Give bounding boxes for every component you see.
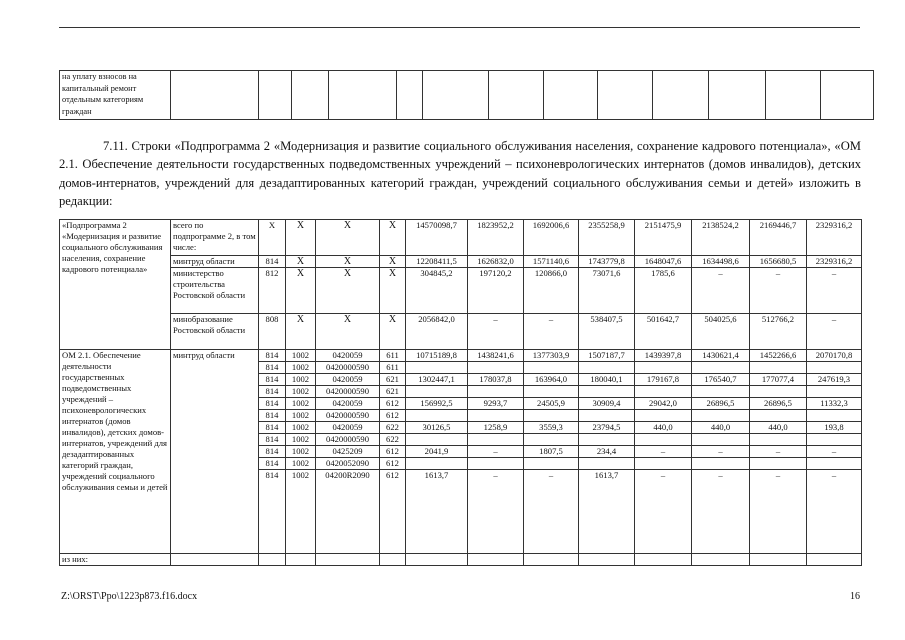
rzpr-cell: X [286, 268, 316, 314]
value-cell: – [692, 470, 750, 554]
value-cell: 24505,9 [524, 398, 579, 410]
value-cell: – [807, 314, 862, 350]
om-name-cell: ОМ 2.1. Обеспечение деятельности государственных подведомственных учреждений – психоневрологических интернатов (домов инвалидов), детских домов-интернатов, учреждений для дезадаптированных категорий граждан, учреждений социального обслуживания семьи и детей [60, 350, 171, 554]
value-cell: 1439397,8 [635, 350, 692, 362]
value-cell: 26896,5 [692, 398, 750, 410]
value-cell [524, 458, 579, 470]
value-cell [692, 410, 750, 422]
grbs-cell: 814 [259, 446, 286, 458]
value-cell: 304845,2 [406, 268, 468, 314]
value-cell: 30126,5 [406, 422, 468, 434]
value-cell: 163964,0 [524, 374, 579, 386]
value-cell: 179167,8 [635, 374, 692, 386]
value-cell: 26896,5 [750, 398, 807, 410]
value-cell: – [468, 446, 524, 458]
vr-cell: 612 [380, 446, 406, 458]
value-cell [468, 458, 524, 470]
value-cell [406, 362, 468, 374]
grbs-cell: X [259, 220, 286, 256]
grbs-cell: 814 [259, 410, 286, 422]
top-rule [59, 27, 860, 28]
empty-cell [286, 554, 316, 566]
value-cell [692, 434, 750, 446]
grbs-cell: 814 [259, 386, 286, 398]
of-which-row [60, 554, 862, 566]
empty-cell [468, 554, 524, 566]
value-cell: 504025,6 [692, 314, 750, 350]
value-cell: 2329316,2 [807, 256, 862, 268]
rzpr-cell: 1002 [286, 386, 316, 398]
empty-cell [692, 554, 750, 566]
csr-cell: 0420059 [316, 350, 380, 362]
rzpr-cell: 1002 [286, 422, 316, 434]
csr-cell: 0420000590 [316, 386, 380, 398]
value-cell [750, 362, 807, 374]
value-cell: 2041,9 [406, 446, 468, 458]
vr-cell: 612 [380, 470, 406, 554]
vr-cell: 612 [380, 398, 406, 410]
value-cell: – [635, 470, 692, 554]
value-cell: 193,8 [807, 422, 862, 434]
empty-cell [579, 554, 635, 566]
value-cell: – [692, 446, 750, 458]
grbs-cell: 814 [259, 374, 286, 386]
value-cell: – [524, 314, 579, 350]
value-cell: 1613,7 [406, 470, 468, 554]
vr-cell: X [380, 256, 406, 268]
value-cell: 3559,3 [524, 422, 579, 434]
grbs-cell: 814 [259, 434, 286, 446]
csr-cell: 0420052090 [316, 458, 380, 470]
csr-cell: 04200R2090 [316, 470, 380, 554]
value-cell: 1452266,6 [750, 350, 807, 362]
grbs-cell: 814 [259, 350, 286, 362]
value-cell: – [807, 446, 862, 458]
csr-cell: 0420059 [316, 422, 380, 434]
value-cell [468, 362, 524, 374]
value-cell [524, 386, 579, 398]
footer-file-path: Z:\ORST\Ppo\1223p873.f16.docx [61, 591, 198, 602]
value-cell [807, 458, 862, 470]
value-cell: 1692006,6 [524, 220, 579, 256]
vr-cell: 612 [380, 410, 406, 422]
value-cell: – [524, 470, 579, 554]
executor-cell: минтруд области [171, 256, 259, 268]
value-cell: 10715189,8 [406, 350, 468, 362]
top-cell-line: граждан [62, 107, 92, 117]
value-cell: 501642,7 [635, 314, 692, 350]
value-cell: 2056842,0 [406, 314, 468, 350]
value-cell: 29042,0 [635, 398, 692, 410]
csr-cell: 0420000590 [316, 362, 380, 374]
value-cell: 1634498,6 [692, 256, 750, 268]
rzpr-cell: 1002 [286, 410, 316, 422]
value-cell: 177077,4 [750, 374, 807, 386]
value-cell: 2169446,7 [750, 220, 807, 256]
value-cell: – [750, 268, 807, 314]
subprogram-row [60, 314, 862, 350]
value-cell [468, 434, 524, 446]
csr-cell: 0420000590 [316, 410, 380, 422]
value-cell [635, 362, 692, 374]
value-cell: 197120,2 [468, 268, 524, 314]
top-table-row [60, 71, 874, 120]
subprogram-row [60, 220, 862, 256]
value-cell [406, 386, 468, 398]
rzpr-cell: X [286, 256, 316, 268]
value-cell: 234,4 [579, 446, 635, 458]
value-cell [750, 434, 807, 446]
empty-cell [316, 554, 380, 566]
value-cell: 440,0 [692, 422, 750, 434]
vr-cell: 621 [380, 386, 406, 398]
value-cell: – [807, 268, 862, 314]
value-cell: 2329316,2 [807, 220, 862, 256]
value-cell: 1430621,4 [692, 350, 750, 362]
rzpr-cell: X [286, 220, 316, 256]
csr-cell: 0420059 [316, 374, 380, 386]
top-table-first-cell [60, 71, 171, 120]
om-executor-cell: минтруд области [171, 350, 259, 554]
value-cell [635, 410, 692, 422]
rzpr-cell: 1002 [286, 350, 316, 362]
value-cell [807, 434, 862, 446]
vr-cell: 622 [380, 434, 406, 446]
value-cell: 440,0 [750, 422, 807, 434]
csr-cell: X [316, 268, 380, 314]
executor-cell: всего по подпрограмме 2, в том числе: [171, 220, 259, 256]
value-cell: 1258,9 [468, 422, 524, 434]
csr-cell: 0420059 [316, 398, 380, 410]
value-cell [406, 410, 468, 422]
value-cell [750, 458, 807, 470]
value-cell: – [635, 446, 692, 458]
rzpr-cell: 1002 [286, 446, 316, 458]
top-table [59, 70, 874, 120]
value-cell [579, 362, 635, 374]
value-cell: 1656680,5 [750, 256, 807, 268]
value-cell: 12208411,5 [406, 256, 468, 268]
value-cell [692, 362, 750, 374]
value-cell: 30909,4 [579, 398, 635, 410]
value-cell: 120866,0 [524, 268, 579, 314]
rzpr-cell: 1002 [286, 434, 316, 446]
subprogram-row [60, 256, 862, 268]
value-cell [635, 386, 692, 398]
value-cell: 1823952,2 [468, 220, 524, 256]
grbs-cell: 814 [259, 470, 286, 554]
grbs-cell: 814 [259, 398, 286, 410]
value-cell: 1785,6 [635, 268, 692, 314]
value-cell: – [807, 470, 862, 554]
empty-cell [259, 554, 286, 566]
executor-cell: министерство строительства Ростовской области [171, 268, 259, 314]
value-cell [579, 458, 635, 470]
value-cell: 73071,6 [579, 268, 635, 314]
value-cell [524, 362, 579, 374]
value-cell: 1743779,8 [579, 256, 635, 268]
value-cell: 9293,7 [468, 398, 524, 410]
om-row [60, 350, 862, 362]
value-cell [468, 410, 524, 422]
amendment-paragraph: 7.11. Строки «Подпрограмма 2 «Модернизация и развитие социального обслуживания населения, сохранение кадрового потенциала», «ОМ 2.1. Обеспечение деятельности государственных подведомственных учреждений – психоневрологических интернатов (домов инвалидов), детских домов-интернатов, учреждений для дезадаптированных категорий граждан, учреждений социального обслуживания семьи и детей» изложить в редакции: [59, 139, 861, 208]
value-cell: 1507187,7 [579, 350, 635, 362]
subprogram-row [60, 268, 862, 314]
program-table [59, 219, 862, 566]
vr-cell: 612 [380, 458, 406, 470]
top-cell-line: отдельным категориям [62, 95, 144, 105]
value-cell: 1302447,1 [406, 374, 468, 386]
value-cell [692, 386, 750, 398]
vr-cell: X [380, 314, 406, 350]
value-cell: – [692, 268, 750, 314]
value-cell: – [468, 314, 524, 350]
csr-cell: X [316, 256, 380, 268]
value-cell: 156992,5 [406, 398, 468, 410]
value-cell: 512766,2 [750, 314, 807, 350]
value-cell: 1438241,6 [468, 350, 524, 362]
executor-cell: минобразование Ростовской области [171, 314, 259, 350]
value-cell [579, 410, 635, 422]
value-cell: 2355258,9 [579, 220, 635, 256]
value-cell: 176540,7 [692, 374, 750, 386]
value-cell: 1626832,0 [468, 256, 524, 268]
value-cell [468, 386, 524, 398]
grbs-cell: 814 [259, 422, 286, 434]
top-cell-line: на уплату взносов на [62, 72, 137, 81]
grbs-cell: 814 [259, 362, 286, 374]
grbs-cell: 808 [259, 314, 286, 350]
empty-cell [380, 554, 406, 566]
value-cell [750, 386, 807, 398]
value-cell: 2138524,2 [692, 220, 750, 256]
value-cell [406, 458, 468, 470]
value-cell: – [750, 446, 807, 458]
value-cell: 23794,5 [579, 422, 635, 434]
top-cell-line: капитальный ремонт [62, 83, 137, 93]
value-cell: 1648047,6 [635, 256, 692, 268]
csr-cell: X [316, 220, 380, 256]
value-cell [579, 434, 635, 446]
vr-cell: X [380, 220, 406, 256]
vr-cell: 621 [380, 374, 406, 386]
empty-cell [406, 554, 468, 566]
value-cell: 1807,5 [524, 446, 579, 458]
value-cell [635, 458, 692, 470]
value-cell: – [750, 470, 807, 554]
rzpr-cell: 1002 [286, 398, 316, 410]
vr-cell: X [380, 268, 406, 314]
value-cell [635, 434, 692, 446]
csr-cell: 0420000590 [316, 434, 380, 446]
value-cell: 440,0 [635, 422, 692, 434]
footer-page-number: 16 [850, 591, 860, 602]
rzpr-cell: 1002 [286, 374, 316, 386]
csr-cell: X [316, 314, 380, 350]
grbs-cell: 812 [259, 268, 286, 314]
value-cell [406, 434, 468, 446]
vr-cell: 611 [380, 350, 406, 362]
vr-cell: 611 [380, 362, 406, 374]
value-cell: 1613,7 [579, 470, 635, 554]
value-cell: 180040,1 [579, 374, 635, 386]
empty-cell [807, 554, 862, 566]
value-cell [807, 386, 862, 398]
rzpr-cell: 1002 [286, 362, 316, 374]
grbs-cell: 814 [259, 256, 286, 268]
value-cell: – [468, 470, 524, 554]
value-cell: 2070170,8 [807, 350, 862, 362]
value-cell: 247619,3 [807, 374, 862, 386]
vr-cell: 622 [380, 422, 406, 434]
value-cell [750, 410, 807, 422]
value-cell [692, 458, 750, 470]
grbs-cell: 814 [259, 458, 286, 470]
rzpr-cell: 1002 [286, 470, 316, 554]
value-cell: 14570098,7 [406, 220, 468, 256]
value-cell [579, 386, 635, 398]
value-cell: 1377303,9 [524, 350, 579, 362]
value-cell [524, 434, 579, 446]
value-cell: 538407,5 [579, 314, 635, 350]
value-cell: 178037,8 [468, 374, 524, 386]
value-cell [807, 362, 862, 374]
value-cell [807, 410, 862, 422]
empty-cell [750, 554, 807, 566]
of-which-label-cell: из них: [60, 554, 171, 566]
value-cell: 1571140,6 [524, 256, 579, 268]
value-cell [524, 410, 579, 422]
value-cell: 2151475,9 [635, 220, 692, 256]
value-cell: 11332,3 [807, 398, 862, 410]
rzpr-cell: 1002 [286, 458, 316, 470]
subprogram-name-cell: «Подпрограмма 2 «Модернизация и развитие социального обслуживания населения, сохранение кадрового потенциала» [60, 220, 171, 350]
empty-cell [171, 554, 259, 566]
empty-cell [635, 554, 692, 566]
empty-cell [524, 554, 579, 566]
rzpr-cell: X [286, 314, 316, 350]
csr-cell: 0425209 [316, 446, 380, 458]
